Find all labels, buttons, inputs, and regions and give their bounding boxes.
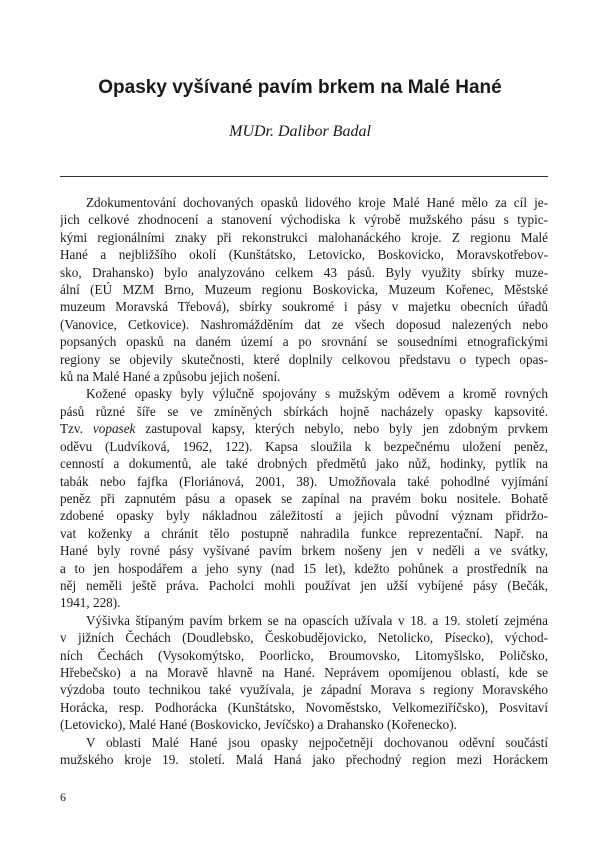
- body-line: Hané a nejbližšího okolí (Kunštátsko, Letovicko, Boskovicko, Moravskotřebov-: [60, 247, 548, 263]
- body-line: regiony se objevily skutečnosti, které doplnily celkovou představu o typech opas-: [60, 351, 548, 367]
- body-line: 1941, 228).: [60, 595, 121, 611]
- body-line: Hřebečsko) a na Moravě hlavně na Hané. Neprávem opomíjenou oblastí, kde se: [60, 664, 548, 680]
- body-line: výzdoba touto technikou také využívala, je západní Morava s regiony Moravského: [60, 682, 548, 698]
- body-line: (Letovicko), Malé Hané (Boskovicko, Jevíčsko) a Drahansko (Kořenecko).: [60, 717, 457, 733]
- body-line: popsaných opasků na daném území a po srovnání se sousedními etnografickými: [60, 334, 548, 350]
- body-line: oděvu (Ludvíková, 1962, 122). Kapsa sloužila k bezpečnému uložení peněz,: [60, 438, 548, 454]
- body-line: Horácka, resp. Podhorácka (Kunštátsko, Novoměstsko, Velkomeziříčsko), Posvitaví: [60, 699, 548, 715]
- body-line: sko, Drahansko) bylo analyzováno celkem 43 pásů. Byly využity sbírky muze-: [60, 264, 548, 280]
- body-line: vat koženky a chránit tělo postupně nahradila funkce reprezentační. Např. na: [60, 525, 548, 541]
- body-line: pásů různé šíře se ve zmíněných sbírkách hojně nacházely opasky kapsovité.: [60, 403, 548, 419]
- body-line: kými regionálními znaky při rekonstrukci malohanáckého kroje. Z regionu Malé: [60, 229, 548, 245]
- title-divider: [60, 176, 548, 177]
- page-number: 6: [60, 790, 66, 804]
- article-body: [60, 194, 548, 768]
- body-line: zdobené opasky byly nákladnou záležitostí a jejich původní význam přidržo-: [60, 508, 548, 524]
- body-line: něj neměli ještě práva. Pacholci mohli používat jen užší vybíjené pásy (Bečák,: [60, 577, 548, 593]
- article-title: Opasky vyšívané pavím brkem na Malé Hané: [98, 77, 502, 98]
- article-author: MUDr. Dalibor Badal: [229, 123, 371, 140]
- body-line: cenností a dokumentů, ale také drobných předmětů jako nůž, hodinky, pytlík na: [60, 456, 548, 472]
- body-line: mužského kroje 19. století. Malá Haná jako přechodný region mezi Horáckem: [60, 752, 548, 767]
- body-line: jich celkové zhodnocení a stanovení východiska k výrobě mužského pásu s typic-: [60, 212, 548, 228]
- body-line: V oblasti Malé Hané jsou opasky nejpočetněji dochovanou oděvní součástí: [86, 734, 548, 750]
- body-line: (Vanovice, Cetkovice). Nashromážděním dat ze všech doposud nalezených nebo: [60, 316, 548, 332]
- body-line: v jižních Čechách (Doudlebsko, Českobudějovicko, Netolicko, Písecko), východ-: [60, 630, 548, 646]
- body-line: Zdokumentování dochovaných opasků lidového kroje Malé Hané mělo za cíl je-: [86, 195, 548, 210]
- body-line: Kožené opasky byly výlučně spojovány s mužským oděvem a kromě rovných: [86, 386, 548, 402]
- body-line: ků na Malé Hané a způsobu jejich nošení.: [60, 369, 281, 385]
- body-line: ální (EÚ MZM Brno, Muzeum regionu Boskovicka, Muzeum Kořenec, Městské: [60, 282, 548, 298]
- body-line: muzeum Moravská Třebová), sbírky soukromé i pásy v majetku obecních úřadů: [60, 299, 548, 315]
- body-line: Tzv. vopasek zastupoval kapsy, kterých nebylo, nebo byly jen zdobným prvkem: [60, 421, 548, 437]
- body-line: a to jen hospodářem a jeho syny (nad 15 let), kdežto pohůnek a prostředník na: [60, 560, 548, 576]
- body-line: tabák nebo fajfka (Floriánová, 2001, 38). Umožňovala také pohodlné vyjímání: [60, 473, 548, 489]
- body-line: peněz při zapnutém pásu a opasek se zapínal na pravém boku nositele. Bohatě: [60, 490, 548, 506]
- body-line: Hané byly rovné pásy vyšívané pavím brkem nošeny jen v neděli a ve svátky,: [60, 543, 548, 559]
- body-line: Výšivka štípaným pavím brkem se na opascích užívala v 18. a 19. století zejména: [86, 612, 548, 628]
- body-line: ních Čechách (Vysokomýtsko, Poorlicko, Broumovsko, Litomyšlsko, Poličsko,: [60, 647, 548, 663]
